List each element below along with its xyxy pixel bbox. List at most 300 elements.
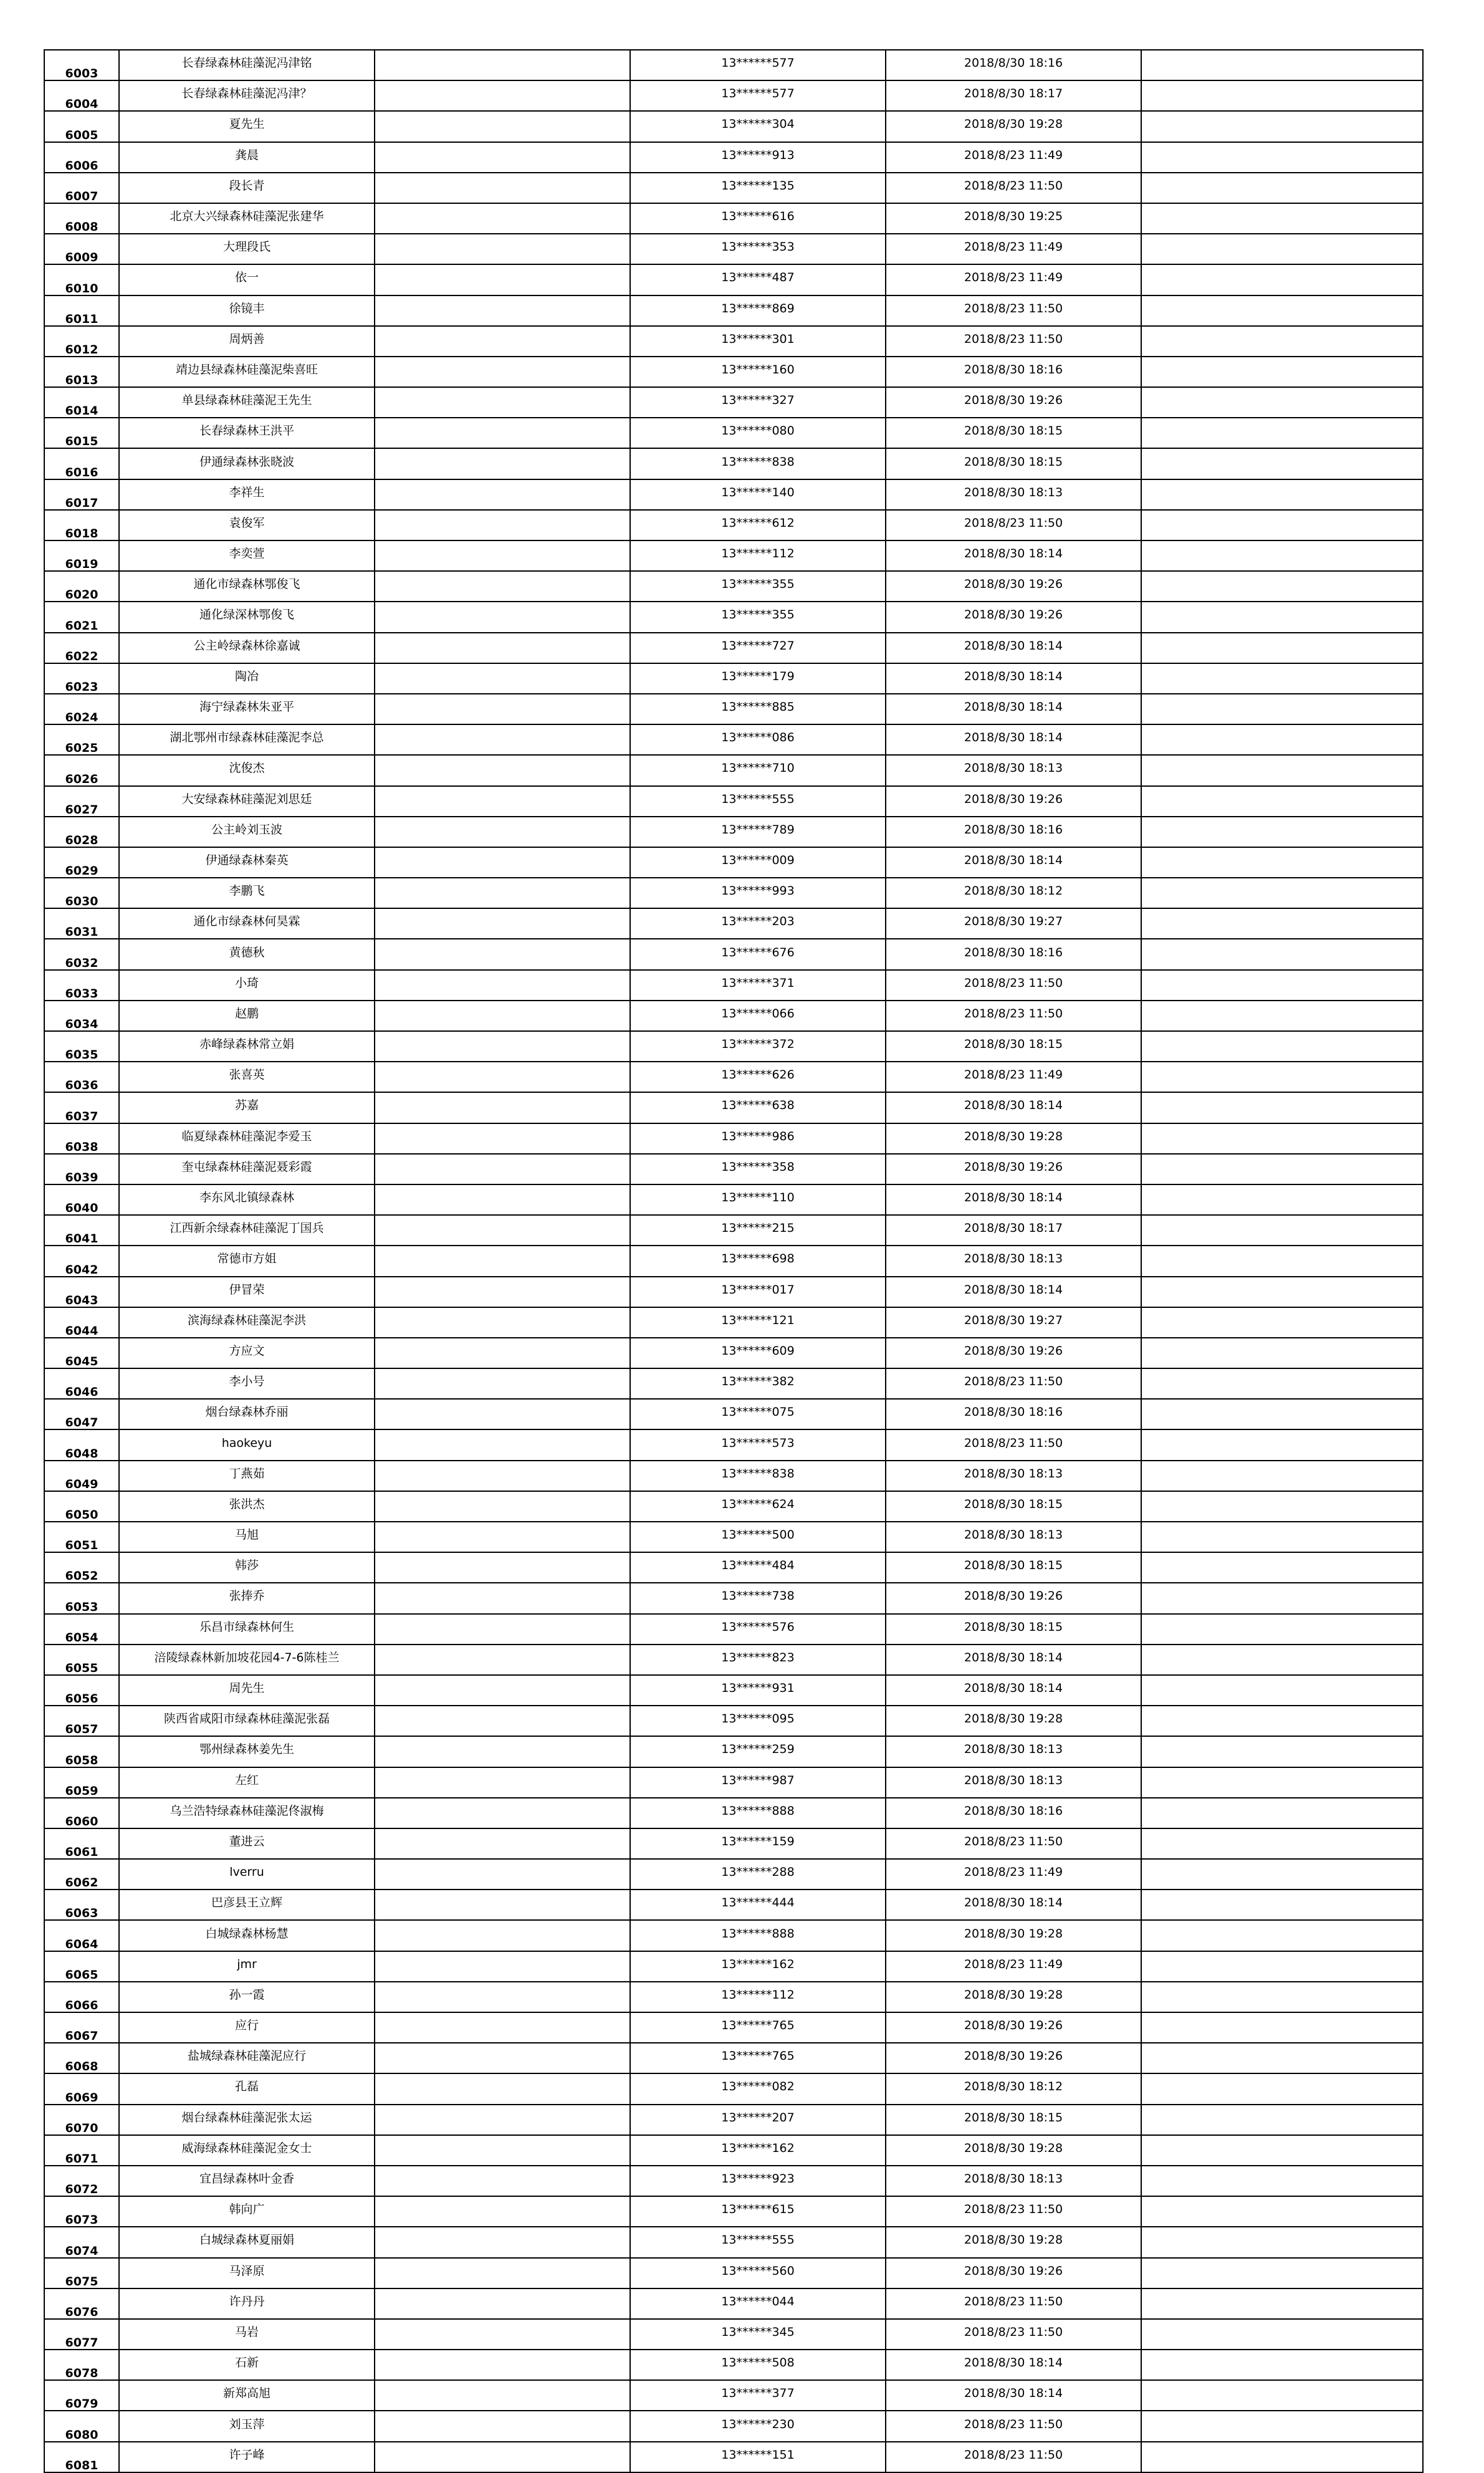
name-cell: 苏嘉 xyxy=(119,1092,375,1123)
name-cell: haokeyu xyxy=(119,1429,375,1460)
time-cell: 2018/8/30 18:13 xyxy=(886,1736,1141,1767)
row-id-cell: 6039 xyxy=(44,1154,119,1184)
name-cell: 伊通绿森林秦英 xyxy=(119,847,375,878)
time-cell: 2018/8/23 11:49 xyxy=(886,1859,1141,1890)
phone-cell: 13******615 xyxy=(630,2196,886,2227)
phone-cell: 13******609 xyxy=(630,1338,886,1368)
row-id-cell: 6027 xyxy=(44,786,119,817)
name-cell: 威海绿森林硅藻泥金女士 xyxy=(119,2135,375,2166)
blank-cell xyxy=(375,1461,630,1491)
row-id-cell: 6025 xyxy=(44,724,119,755)
row-id-cell: 6034 xyxy=(44,1001,119,1031)
blank-cell xyxy=(1141,1429,1423,1460)
phone-cell: 13******162 xyxy=(630,1951,886,1982)
table-row xyxy=(44,1890,1423,1920)
blank-cell xyxy=(1141,1399,1423,1429)
blank-cell xyxy=(375,479,630,510)
name-cell: 巴彦县王立辉 xyxy=(119,1890,375,1920)
blank-cell xyxy=(1141,2350,1423,2380)
blank-cell xyxy=(1141,1031,1423,1062)
table-row xyxy=(44,1828,1423,1859)
time-cell: 2018/8/30 18:15 xyxy=(886,1031,1141,1062)
table-row xyxy=(44,1184,1423,1215)
blank-cell xyxy=(1141,2411,1423,2441)
row-id-cell: 6018 xyxy=(44,510,119,540)
row-id-cell: 6038 xyxy=(44,1123,119,1154)
blank-cell xyxy=(1141,878,1423,908)
blank-cell xyxy=(1141,602,1423,632)
time-cell: 2018/8/30 18:13 xyxy=(886,1461,1141,1491)
blank-cell xyxy=(1141,1368,1423,1399)
blank-cell xyxy=(375,939,630,969)
blank-cell xyxy=(1141,1338,1423,1368)
time-cell: 2018/8/30 19:26 xyxy=(886,1154,1141,1184)
blank-cell xyxy=(1141,571,1423,602)
phone-cell: 13******573 xyxy=(630,1429,886,1460)
row-id-cell: 6070 xyxy=(44,2105,119,2135)
row-id-cell: 6044 xyxy=(44,1307,119,1338)
row-id-cell: 6008 xyxy=(44,203,119,234)
time-cell: 2018/8/30 18:13 xyxy=(886,479,1141,510)
time-cell: 2018/8/30 19:26 xyxy=(886,2012,1141,2043)
phone-cell: 13******823 xyxy=(630,1645,886,1675)
name-cell: 白城绿森林杨慧 xyxy=(119,1920,375,1951)
blank-cell xyxy=(375,2135,630,2166)
time-cell: 2018/8/23 11:49 xyxy=(886,142,1141,173)
phone-cell: 13******140 xyxy=(630,479,886,510)
time-cell: 2018/8/30 19:28 xyxy=(886,1706,1141,1736)
blank-cell xyxy=(1141,1920,1423,1951)
name-cell: 通化绿深林鄂俊飞 xyxy=(119,602,375,632)
blank-cell xyxy=(375,1951,630,1982)
row-id-cell: 6013 xyxy=(44,357,119,387)
name-cell: 李小号 xyxy=(119,1368,375,1399)
blank-cell xyxy=(1141,2442,1423,2472)
name-cell: 张洪杰 xyxy=(119,1491,375,1522)
name-cell: 马旭 xyxy=(119,1522,375,1552)
blank-cell xyxy=(1141,1890,1423,1920)
phone-cell: 13******710 xyxy=(630,755,886,785)
phone-cell: 13******112 xyxy=(630,540,886,571)
blank-cell xyxy=(375,1277,630,1307)
phone-cell: 13******738 xyxy=(630,1583,886,1613)
phone-cell: 13******838 xyxy=(630,448,886,479)
blank-cell xyxy=(375,1307,630,1338)
row-id-cell: 6029 xyxy=(44,847,119,878)
name-cell: 应行 xyxy=(119,2012,375,2043)
time-cell: 2018/8/30 18:14 xyxy=(886,1277,1141,1307)
name-cell: 鄂州绿森林姜先生 xyxy=(119,1736,375,1767)
table-row xyxy=(44,970,1423,1001)
row-id-cell: 6028 xyxy=(44,817,119,847)
phone-cell: 13******577 xyxy=(630,80,886,111)
blank-cell xyxy=(375,1123,630,1154)
time-cell: 2018/8/23 11:50 xyxy=(886,970,1141,1001)
time-cell: 2018/8/30 18:14 xyxy=(886,724,1141,755)
phone-cell: 13******377 xyxy=(630,2380,886,2411)
blank-cell xyxy=(1141,540,1423,571)
blank-cell xyxy=(1141,357,1423,387)
name-cell: 许丹丹 xyxy=(119,2288,375,2319)
blank-cell xyxy=(375,1982,630,2012)
table-row xyxy=(44,939,1423,969)
table-row xyxy=(44,2012,1423,2043)
blank-cell xyxy=(375,448,630,479)
time-cell: 2018/8/30 19:26 xyxy=(886,2258,1141,2288)
time-cell: 2018/8/30 18:14 xyxy=(886,633,1141,663)
blank-cell xyxy=(1141,970,1423,1001)
phone-cell: 13******986 xyxy=(630,1123,886,1154)
name-cell: 常德市方姐 xyxy=(119,1246,375,1276)
blank-cell xyxy=(1141,1951,1423,1982)
table-row xyxy=(44,663,1423,694)
blank-cell xyxy=(1141,418,1423,448)
row-id-cell: 6041 xyxy=(44,1215,119,1246)
phone-cell: 13******353 xyxy=(630,234,886,264)
table-row xyxy=(44,1338,1423,1368)
phone-cell: 13******162 xyxy=(630,2135,886,2166)
phone-cell: 13******676 xyxy=(630,939,886,969)
table-row xyxy=(44,111,1423,142)
blank-cell xyxy=(1141,326,1423,357)
name-cell: 临夏绿森林硅藻泥李爱玉 xyxy=(119,1123,375,1154)
blank-cell xyxy=(1141,1798,1423,1828)
time-cell: 2018/8/30 18:14 xyxy=(886,540,1141,571)
phone-cell: 13******500 xyxy=(630,1522,886,1552)
table-row xyxy=(44,694,1423,724)
row-id-cell: 6062 xyxy=(44,1859,119,1890)
row-id-cell: 6076 xyxy=(44,2288,119,2319)
name-cell: 新郑高旭 xyxy=(119,2380,375,2411)
blank-cell xyxy=(375,908,630,939)
blank-cell xyxy=(375,326,630,357)
row-id-cell: 6021 xyxy=(44,602,119,632)
phone-cell: 13******612 xyxy=(630,510,886,540)
blank-cell xyxy=(1141,1184,1423,1215)
phone-cell: 13******555 xyxy=(630,786,886,817)
name-cell: 孔磊 xyxy=(119,2073,375,2104)
blank-cell xyxy=(1141,1614,1423,1645)
blank-cell xyxy=(1141,1706,1423,1736)
name-cell: 依一 xyxy=(119,264,375,295)
row-id-cell: 6069 xyxy=(44,2073,119,2104)
time-cell: 2018/8/30 19:27 xyxy=(886,908,1141,939)
blank-cell xyxy=(1141,2196,1423,2227)
row-id-cell: 6014 xyxy=(44,387,119,418)
blank-cell xyxy=(375,970,630,1001)
table-row xyxy=(44,2166,1423,2196)
table-row xyxy=(44,1645,1423,1675)
blank-cell xyxy=(375,80,630,111)
blank-cell xyxy=(1141,2135,1423,2166)
time-cell: 2018/8/30 19:26 xyxy=(886,1338,1141,1368)
name-cell: 夏先生 xyxy=(119,111,375,142)
time-cell: 2018/8/30 18:12 xyxy=(886,2073,1141,2104)
blank-cell xyxy=(375,234,630,264)
blank-cell xyxy=(1141,264,1423,295)
phone-cell: 13******382 xyxy=(630,1368,886,1399)
time-cell: 2018/8/30 18:14 xyxy=(886,1645,1141,1675)
time-cell: 2018/8/30 18:15 xyxy=(886,2105,1141,2135)
time-cell: 2018/8/30 18:14 xyxy=(886,1184,1141,1215)
table-row xyxy=(44,1552,1423,1583)
name-cell: 孙一霞 xyxy=(119,1982,375,2012)
row-id-cell: 6032 xyxy=(44,939,119,969)
time-cell: 2018/8/30 19:26 xyxy=(886,387,1141,418)
name-cell: 乌兰浩特绿森林硅藻泥佟淑梅 xyxy=(119,1798,375,1828)
row-id-cell: 6015 xyxy=(44,418,119,448)
table-row xyxy=(44,2258,1423,2288)
blank-cell xyxy=(1141,1154,1423,1184)
phone-cell: 13******923 xyxy=(630,2166,886,2196)
phone-cell: 13******727 xyxy=(630,633,886,663)
phone-cell: 13******577 xyxy=(630,50,886,80)
blank-cell xyxy=(1141,1461,1423,1491)
blank-cell xyxy=(1141,1062,1423,1092)
blank-cell xyxy=(1141,2166,1423,2196)
blank-cell xyxy=(375,1552,630,1583)
blank-cell xyxy=(1141,1736,1423,1767)
table-row xyxy=(44,878,1423,908)
name-cell: 大安绿森林硅藻泥刘思廷 xyxy=(119,786,375,817)
row-id-cell: 6040 xyxy=(44,1184,119,1215)
table-row xyxy=(44,1092,1423,1123)
name-cell: 北京大兴绿森林硅藻泥张建华 xyxy=(119,203,375,234)
blank-cell xyxy=(375,1645,630,1675)
blank-cell xyxy=(1141,908,1423,939)
table-row xyxy=(44,1307,1423,1338)
blank-cell xyxy=(1141,2288,1423,2319)
phone-cell: 13******151 xyxy=(630,2442,886,2472)
table-row xyxy=(44,234,1423,264)
table-row xyxy=(44,2105,1423,2135)
table-row xyxy=(44,479,1423,510)
blank-cell xyxy=(1141,1001,1423,1031)
blank-cell xyxy=(375,1001,630,1031)
name-cell: 段长青 xyxy=(119,173,375,203)
table-row xyxy=(44,2073,1423,2104)
blank-cell xyxy=(375,1215,630,1246)
blank-cell xyxy=(375,173,630,203)
blank-cell xyxy=(1141,234,1423,264)
phone-cell: 13******576 xyxy=(630,1614,886,1645)
name-cell: 左红 xyxy=(119,1767,375,1798)
row-id-cell: 6036 xyxy=(44,1062,119,1092)
blank-cell xyxy=(1141,1277,1423,1307)
blank-cell xyxy=(1141,203,1423,234)
row-id-cell: 6020 xyxy=(44,571,119,602)
table-row xyxy=(44,2442,1423,2472)
phone-cell: 13******230 xyxy=(630,2411,886,2441)
row-id-cell: 6052 xyxy=(44,1552,119,1583)
phone-cell: 13******355 xyxy=(630,602,886,632)
blank-cell xyxy=(375,1092,630,1123)
name-cell: 石新 xyxy=(119,2350,375,2380)
name-cell: 周先生 xyxy=(119,1675,375,1706)
table-row xyxy=(44,80,1423,111)
phone-cell: 13******484 xyxy=(630,1552,886,1583)
row-id-cell: 6011 xyxy=(44,295,119,326)
row-id-cell: 6017 xyxy=(44,479,119,510)
name-cell: 董进云 xyxy=(119,1828,375,1859)
name-cell: 周炳善 xyxy=(119,326,375,357)
blank-cell xyxy=(1141,2227,1423,2257)
phone-cell: 13******110 xyxy=(630,1184,886,1215)
row-id-cell: 6033 xyxy=(44,970,119,1001)
blank-cell xyxy=(375,786,630,817)
blank-cell xyxy=(375,847,630,878)
blank-cell xyxy=(1141,755,1423,785)
blank-cell xyxy=(1141,80,1423,111)
name-cell: 陶冶 xyxy=(119,663,375,694)
row-id-cell: 6066 xyxy=(44,1982,119,2012)
phone-cell: 13******888 xyxy=(630,1920,886,1951)
name-cell: 江西新余绿森林硅藻泥丁国兵 xyxy=(119,1215,375,1246)
phone-cell: 13******215 xyxy=(630,1215,886,1246)
name-cell: 李东风北镇绿森林 xyxy=(119,1184,375,1215)
table-row xyxy=(44,1583,1423,1613)
table-row xyxy=(44,1982,1423,2012)
phone-cell: 13******371 xyxy=(630,970,886,1001)
time-cell: 2018/8/30 18:14 xyxy=(886,1890,1141,1920)
blank-cell xyxy=(375,878,630,908)
time-cell: 2018/8/23 11:50 xyxy=(886,1368,1141,1399)
phone-cell: 13******560 xyxy=(630,2258,886,2288)
name-cell: 公主岭刘玉波 xyxy=(119,817,375,847)
blank-cell xyxy=(1141,510,1423,540)
table-row xyxy=(44,817,1423,847)
time-cell: 2018/8/30 19:28 xyxy=(886,1920,1141,1951)
phone-cell: 13******765 xyxy=(630,2043,886,2073)
row-id-cell: 6003 xyxy=(44,50,119,80)
table-row xyxy=(44,1675,1423,1706)
row-id-cell: 6056 xyxy=(44,1675,119,1706)
time-cell: 2018/8/30 19:26 xyxy=(886,571,1141,602)
name-cell: 赤峰绿森林常立娟 xyxy=(119,1031,375,1062)
table-row xyxy=(44,142,1423,173)
name-cell: 小琦 xyxy=(119,970,375,1001)
blank-cell xyxy=(1141,1246,1423,1276)
name-cell: 韩向广 xyxy=(119,2196,375,2227)
phone-cell: 13******345 xyxy=(630,2319,886,2350)
table-row xyxy=(44,326,1423,357)
time-cell: 2018/8/30 18:16 xyxy=(886,817,1141,847)
row-id-cell: 6037 xyxy=(44,1092,119,1123)
phone-cell: 13******698 xyxy=(630,1246,886,1276)
blank-cell xyxy=(375,295,630,326)
table-row xyxy=(44,602,1423,632)
row-id-cell: 6046 xyxy=(44,1368,119,1399)
row-id-cell: 6043 xyxy=(44,1277,119,1307)
row-id-cell: 6031 xyxy=(44,908,119,939)
time-cell: 2018/8/30 18:16 xyxy=(886,50,1141,80)
time-cell: 2018/8/23 11:50 xyxy=(886,1429,1141,1460)
row-id-cell: 6080 xyxy=(44,2411,119,2441)
row-id-cell: 6047 xyxy=(44,1399,119,1429)
name-cell: 长春绿森林硅藻泥冯津？ xyxy=(119,80,375,111)
row-id-cell: 6024 xyxy=(44,694,119,724)
time-cell: 2018/8/30 19:26 xyxy=(886,602,1141,632)
table-body xyxy=(44,50,1423,2472)
blank-cell xyxy=(375,1828,630,1859)
name-cell: 伊冒荣 xyxy=(119,1277,375,1307)
time-cell: 2018/8/23 11:49 xyxy=(886,1951,1141,1982)
phone-cell: 13******082 xyxy=(630,2073,886,2104)
name-cell: 马泽原 xyxy=(119,2258,375,2288)
phone-cell: 13******987 xyxy=(630,1767,886,1798)
time-cell: 2018/8/30 19:27 xyxy=(886,1307,1141,1338)
row-id-cell: 6074 xyxy=(44,2227,119,2257)
blank-cell xyxy=(375,264,630,295)
table-row xyxy=(44,1031,1423,1062)
table-row xyxy=(44,1706,1423,1736)
blank-cell xyxy=(1141,1491,1423,1522)
row-id-cell: 6030 xyxy=(44,878,119,908)
table-row xyxy=(44,1123,1423,1154)
time-cell: 2018/8/30 18:13 xyxy=(886,1767,1141,1798)
table-row xyxy=(44,1522,1423,1552)
row-id-cell: 6075 xyxy=(44,2258,119,2288)
row-id-cell: 6064 xyxy=(44,1920,119,1951)
table-row xyxy=(44,786,1423,817)
table-row xyxy=(44,1461,1423,1491)
table-row xyxy=(44,295,1423,326)
table-row xyxy=(44,264,1423,295)
name-cell: 通化市绿森林鄂俊飞 xyxy=(119,571,375,602)
blank-cell xyxy=(375,2073,630,2104)
blank-cell xyxy=(1141,1645,1423,1675)
row-id-cell: 6065 xyxy=(44,1951,119,1982)
time-cell: 2018/8/30 18:13 xyxy=(886,1246,1141,1276)
blank-cell xyxy=(375,111,630,142)
blank-cell xyxy=(1141,2043,1423,2073)
name-cell: 徐镜丰 xyxy=(119,295,375,326)
row-id-cell: 6071 xyxy=(44,2135,119,2166)
row-id-cell: 6009 xyxy=(44,234,119,264)
phone-cell: 13******075 xyxy=(630,1399,886,1429)
blank-cell xyxy=(375,1614,630,1645)
blank-cell xyxy=(1141,694,1423,724)
blank-cell xyxy=(1141,2380,1423,2411)
phone-cell: 13******372 xyxy=(630,1031,886,1062)
phone-cell: 13******304 xyxy=(630,111,886,142)
phone-cell: 13******355 xyxy=(630,571,886,602)
blank-cell xyxy=(1141,724,1423,755)
blank-cell xyxy=(375,1031,630,1062)
blank-cell xyxy=(375,1368,630,1399)
name-cell: 大理段氏 xyxy=(119,234,375,264)
time-cell: 2018/8/30 18:12 xyxy=(886,878,1141,908)
blank-cell xyxy=(375,1859,630,1890)
row-id-cell: 6050 xyxy=(44,1491,119,1522)
name-cell: 龚晨 xyxy=(119,142,375,173)
phone-cell: 13******624 xyxy=(630,1491,886,1522)
time-cell: 2018/8/23 11:50 xyxy=(886,295,1141,326)
table-row xyxy=(44,2227,1423,2257)
registration-table xyxy=(44,49,1424,2473)
table-row xyxy=(44,1399,1423,1429)
name-cell: 滨海绿森林硅藻泥李洪 xyxy=(119,1307,375,1338)
phone-cell: 13******121 xyxy=(630,1307,886,1338)
table-row xyxy=(44,1767,1423,1798)
blank-cell xyxy=(375,2012,630,2043)
table-row xyxy=(44,2135,1423,2166)
row-id-cell: 6049 xyxy=(44,1461,119,1491)
time-cell: 2018/8/30 18:14 xyxy=(886,2350,1141,2380)
time-cell: 2018/8/23 11:50 xyxy=(886,2442,1141,2472)
phone-cell: 13******358 xyxy=(630,1154,886,1184)
phone-cell: 13******487 xyxy=(630,264,886,295)
